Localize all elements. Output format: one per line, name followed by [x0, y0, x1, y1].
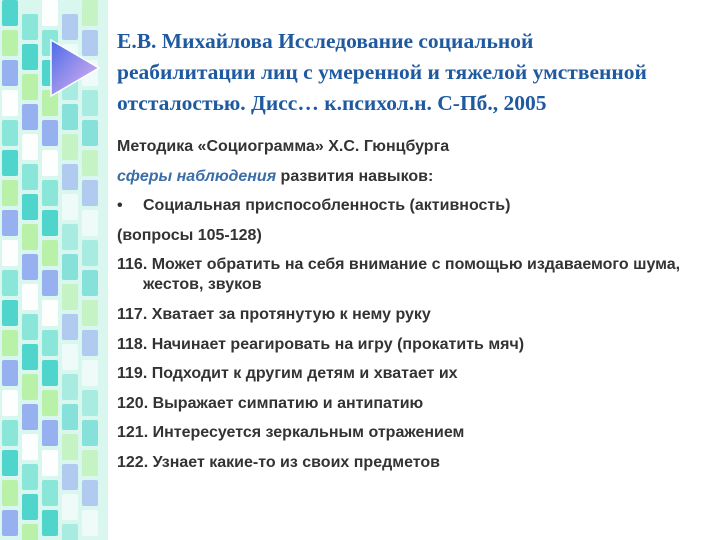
bullet-text: Социальная приспособленность (активность): [143, 197, 511, 215]
mosaic-tile: [2, 270, 18, 296]
mosaic-tile: [2, 210, 18, 236]
mosaic-tile: [62, 344, 78, 370]
mosaic-tile: [82, 420, 98, 446]
mosaic-tile: [62, 224, 78, 250]
mosaic-tile: [22, 254, 38, 280]
mosaic-tile: [42, 210, 58, 236]
list-item: 118. Начинает реагировать на игру (прокатить мяч): [117, 335, 525, 353]
list-item: 122. Узнает какие-то из своих предметов: [117, 453, 441, 471]
list-item: 116. Может обратить на себя внимание с помощью издаваемого шума, жестов, звуков: [117, 256, 681, 294]
mosaic-tile: [42, 240, 58, 266]
mosaic-tile: [2, 240, 18, 266]
mosaic-tile: [2, 390, 18, 416]
method-line: Методика «Социограмма» Х.С. Гюнцбурга: [117, 138, 450, 155]
mosaic-tile: [2, 180, 18, 206]
slide-title: [117, 26, 712, 119]
mosaic-tile: [22, 194, 38, 220]
triangle-decoration-icon: [47, 38, 101, 98]
mosaic-tile: [22, 524, 38, 540]
mosaic-tile: [82, 0, 98, 26]
mosaic-tile: [62, 464, 78, 490]
mosaic-tile: [82, 360, 98, 386]
mosaic-tile: [22, 284, 38, 310]
list-item: 120. Выражает симпатию и антипатию: [117, 394, 424, 412]
mosaic-tile: [62, 494, 78, 520]
mosaic-tile: [22, 134, 38, 160]
mosaic-tile: [22, 344, 38, 370]
mosaic-tile: [2, 90, 18, 116]
mosaic-tile: [2, 150, 18, 176]
mosaic-tile: [82, 330, 98, 356]
bullet-item: [117, 196, 707, 216]
mosaic-tile: [2, 360, 18, 386]
mosaic-tile: [42, 300, 58, 326]
mosaic-tile: [42, 120, 58, 146]
mosaic-tile: [22, 404, 38, 430]
mosaic-tile: [62, 254, 78, 280]
mosaic-tile: [82, 120, 98, 146]
slide-body: [117, 137, 707, 483]
mosaic-tile: [62, 14, 78, 40]
mosaic-tile: [82, 390, 98, 416]
mosaic-tile: [22, 44, 38, 70]
mosaic-tile: [22, 74, 38, 100]
mosaic-tile: [42, 450, 58, 476]
mosaic-tile: [42, 0, 58, 26]
mosaic-tile: [2, 0, 18, 26]
mosaic-tile: [62, 524, 78, 540]
mosaic-tile: [42, 420, 58, 446]
mosaic-tile: [82, 240, 98, 266]
mosaic-tile: [82, 180, 98, 206]
mosaic-tile: [62, 374, 78, 400]
mosaic-tile: [82, 510, 98, 536]
title-line-3: отсталостью. Дисс… к.психол.н. С-Пб., 2005: [117, 91, 547, 115]
mosaic-tile: [42, 360, 58, 386]
mosaic-tile: [42, 180, 58, 206]
mosaic-tile: [2, 30, 18, 56]
mosaic-tile: [82, 480, 98, 506]
mosaic-tile: [82, 270, 98, 296]
title-line-2: реабилитации лиц с умеренной и тяжелой умственной: [117, 60, 647, 84]
mosaic-tile: [42, 480, 58, 506]
list-item: 117. Хватает за протянутую к нему руку: [117, 305, 431, 323]
mosaic-tile: [22, 104, 38, 130]
mosaic-tile: [2, 120, 18, 146]
mosaic-tile: [82, 300, 98, 326]
mosaic-tile: [42, 150, 58, 176]
mosaic-tile: [62, 194, 78, 220]
spheres-italic: сферы наблюдения: [117, 167, 277, 185]
mosaic-tile: [22, 434, 38, 460]
mosaic-tile: [62, 164, 78, 190]
mosaic-tile: [2, 60, 18, 86]
mosaic-tile: [62, 284, 78, 310]
spheres-rest: развития навыков:: [276, 167, 434, 185]
mosaic-tile: [62, 434, 78, 460]
mosaic-tile: [42, 270, 58, 296]
mosaic-tile: [62, 314, 78, 340]
list-item: 119. Подходит к другим детям и хватает их: [117, 365, 458, 383]
mosaic-tile: [22, 314, 38, 340]
mosaic-tile: [2, 480, 18, 506]
mosaic-tile: [22, 374, 38, 400]
spheres-line: [117, 167, 707, 187]
title-line-1: Е.В. Михайлова Исследование социальной: [117, 29, 534, 53]
mosaic-tile: [42, 330, 58, 356]
mosaic-tile: [62, 104, 78, 130]
mosaic-tile: [2, 450, 18, 476]
mosaic-tile: [2, 510, 18, 536]
questions-line: (вопросы 105-128): [117, 226, 262, 244]
mosaic-tile: [22, 164, 38, 190]
mosaic-tile: [22, 494, 38, 520]
mosaic-tile: [82, 450, 98, 476]
list-item: 121. Интересуется зеркальным отражением: [117, 424, 465, 442]
mosaic-tile: [82, 150, 98, 176]
mosaic-tile: [62, 134, 78, 160]
bullet-icon: •: [117, 197, 123, 215]
mosaic-tile: [22, 14, 38, 40]
mosaic-tile: [42, 390, 58, 416]
mosaic-tile: [2, 420, 18, 446]
mosaic-tile: [2, 300, 18, 326]
mosaic-tile: [22, 224, 38, 250]
mosaic-tile: [22, 464, 38, 490]
mosaic-tile: [82, 210, 98, 236]
decorative-side-strip: [0, 0, 108, 540]
mosaic-tile: [62, 404, 78, 430]
mosaic-tile: [2, 330, 18, 356]
mosaic-tile: [42, 510, 58, 536]
